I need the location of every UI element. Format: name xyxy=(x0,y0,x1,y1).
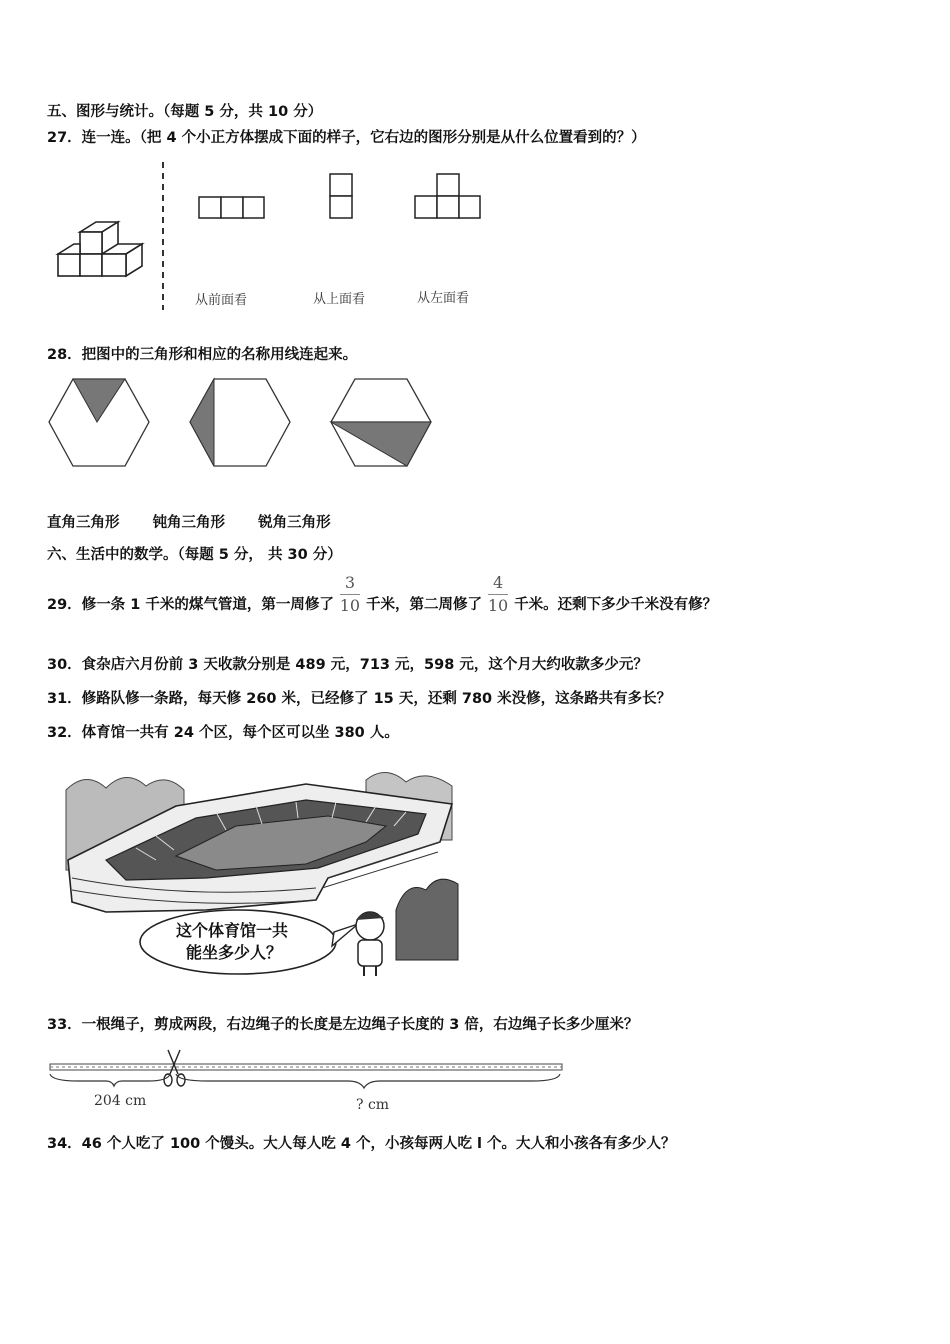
left-view-figure xyxy=(414,173,482,219)
fraction-2-denominator: 10 xyxy=(487,596,509,615)
cube-stack-figure xyxy=(50,218,150,290)
fraction-2-numerator: 4 xyxy=(492,573,504,592)
question-28: 28．把图中的三角形和相应的名称用线连起来。 xyxy=(47,347,358,363)
question-29-part2: 千米，第二周修了 xyxy=(366,597,482,613)
fraction-four-tenths xyxy=(487,573,509,615)
hexagon-obtuse-triangle xyxy=(188,378,292,468)
name-acute-triangle: 锐角三角形 xyxy=(258,515,331,531)
front-view-figure xyxy=(198,196,266,220)
question-32: 32．体育馆一共有 24 个区，每个区可以坐 380 人。 xyxy=(47,725,399,741)
view-label-front: 从前面看 xyxy=(195,293,248,308)
fraction-1-numerator: 3 xyxy=(344,573,356,592)
view-label-top: 从上面看 xyxy=(313,292,366,307)
rope-right-length-label: ? cm xyxy=(356,1097,390,1113)
question-27: 27．连一连。（把 4 个小正方体摆成下面的样子，它右边的图形分别是从什么位置看到的？） xyxy=(47,130,646,146)
question-33: 33．一根绳子，剪成两段，右边绳子的长度是左边绳子长度的 3 倍，右边绳子长多少厘米？ xyxy=(47,1017,639,1033)
fraction-2-bar xyxy=(488,594,508,595)
name-obtuse-triangle: 钝角三角形 xyxy=(152,515,226,531)
name-right-triangle: 直角三角形 xyxy=(47,515,120,531)
question-31: 31．修路队修一条路，每天修 260 米，已经修了 15 天，还剩 780 米没修，这条路共有多长？ xyxy=(47,691,672,707)
rope-left-length-label: 204 cm xyxy=(94,1093,147,1109)
rope-diagram xyxy=(48,1048,568,1096)
question-30: 30．食杂店六月份前 3 天收款分别是 489 元，713 元，598 元，这个月大约收款多少元？ xyxy=(47,657,648,673)
dashed-divider xyxy=(160,162,166,310)
view-label-left: 从左面看 xyxy=(417,291,470,306)
question-34: 34．46 个人吃了 100 个馒头。大人每人吃 4 个，小孩每两人吃 l 个。大人和小孩各有多少人？ xyxy=(47,1136,676,1152)
hexagon-right-triangle xyxy=(329,378,433,468)
question-29-part1: 29．修一条 1 千米的煤气管道，第一周修了 xyxy=(47,597,334,613)
question-29 xyxy=(47,573,718,615)
section-6-heading: 六、生活中的数学。（每题 5 分， 共 30 分） xyxy=(47,547,342,563)
fraction-1-denominator: 10 xyxy=(339,596,361,615)
speech-bubble-line-1: 这个体育馆一共 xyxy=(176,921,289,940)
top-view-figure xyxy=(329,173,355,219)
hexagon-acute-triangle xyxy=(47,378,151,468)
fraction-three-tenths xyxy=(339,573,361,615)
section-5-heading: 五、图形与统计。（每题 5 分，共 10 分） xyxy=(47,104,323,120)
triangle-names xyxy=(47,511,359,532)
fraction-1-bar xyxy=(340,594,360,595)
speech-bubble-line-2: 能坐多少人？ xyxy=(186,943,283,962)
question-29-part3: 千米。还剩下多少千米没有修？ xyxy=(514,597,718,613)
